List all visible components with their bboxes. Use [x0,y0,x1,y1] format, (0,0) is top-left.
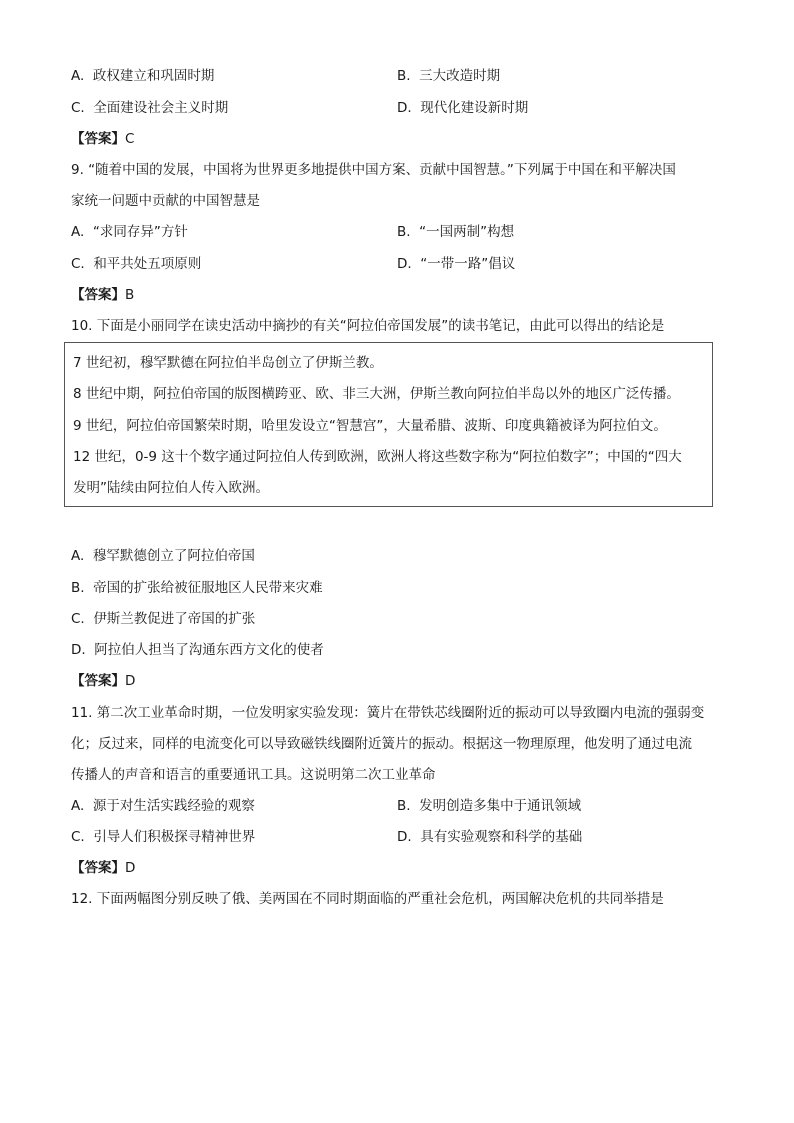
q11-option-d: D. 具有实验观察和科学的基础 [397,829,583,845]
q10-option-a: A. 穆罕默德创立了阿拉伯帝国 [71,548,255,564]
q9-option-d: D. “一带一路”倡议 [397,256,516,272]
q8-answer: 【答案】C [71,131,135,147]
q11-answer: 【答案】D [71,860,136,876]
q8-option-d: D. 现代化建设新时期 [397,100,529,116]
q10-note-4: 12 世纪，0-9 这十个数字通过阿拉伯人传到欧洲，欧洲人将这些数字称为“阿拉伯数字”；中国的“四大 [73,449,682,465]
q10-option-b: B. 帝国的扩张给被征服地区人民带来灾难 [71,580,323,596]
q10-option-d: D. 阿拉伯人担当了沟通东西方文化的使者 [71,642,324,658]
q11-option-a: A. 源于对生活实践经验的观察 [71,798,255,814]
q9-option-b: B. “一国两制”构想 [397,224,515,240]
q9-option-c: C. 和平共处五项原则 [71,256,202,272]
q10-note-1: 7 世纪初，穆罕默德在阿拉伯半岛创立了伊斯兰教。 [73,355,383,371]
q10-note-3: 9 世纪，阿拉伯帝国繁荣时期，哈里发设立“智慧宫”，大量希腊、波斯、印度典籍被译为阿拉伯文。 [73,418,667,434]
q11-option-b: B. 发明创造多集中于通讯领域 [397,798,582,814]
q9-stem-line-2: 家统一问题中贡献的中国智慧是 [71,193,260,209]
q8-option-a: A. 政权建立和巩固时期 [71,68,215,84]
q10-stem-line-1: 10. 下面是小丽同学在读史活动中摘抄的有关“阿拉伯帝国发展”的读书笔记，由此可以得出的结论是 [71,318,665,334]
q9-answer: 【答案】B [71,287,135,303]
q10-note-2: 8 世纪中期，阿拉伯帝国的版图横跨亚、欧、非三大洲，伊斯兰教向阿拉伯半岛以外的地区广泛传播。 [73,386,680,402]
q9-stem-line-1: 9. “随着中国的发展，中国将为世界更多地提供中国方案、贡献中国智慧。”下列属于中国在和平解决国 [71,162,676,178]
q8-option-c: C. 全面建设社会主义时期 [71,100,229,116]
q11-stem-line-2: 化；反过来，同样的电流变化可以导致磁铁线圈附近簧片的振动。根据这一物理原理，他发明了通过电流 [71,736,692,752]
q11-option-c: C. 引导人们积极探寻精神世界 [71,829,256,845]
q10-note-5: 发明”陆续由阿拉伯人传入欧洲。 [73,480,269,496]
q8-option-b: B. 三大改造时期 [397,68,501,84]
q11-stem-line-1: 11. 第二次工业革命时期，一位发明家实验发现：簧片在带铁芯线圈附近的振动可以导致圈内电流的强弱变 [71,705,705,721]
q10-reading-notes-box [64,342,713,507]
q10-option-c: C. 伊斯兰教促进了帝国的扩张 [71,611,256,627]
q10-answer: 【答案】D [71,673,136,689]
q12-stem-line-1: 12. 下面两幅图分别反映了俄、美两国在不同时期面临的严重社会危机，两国解决危机的共同举措是 [71,891,664,907]
q11-stem-line-3: 传播人的声音和语言的重要通讯工具。这说明第二次工业革命 [71,767,436,783]
q9-option-a: A. “求同存异”方针 [71,224,188,240]
